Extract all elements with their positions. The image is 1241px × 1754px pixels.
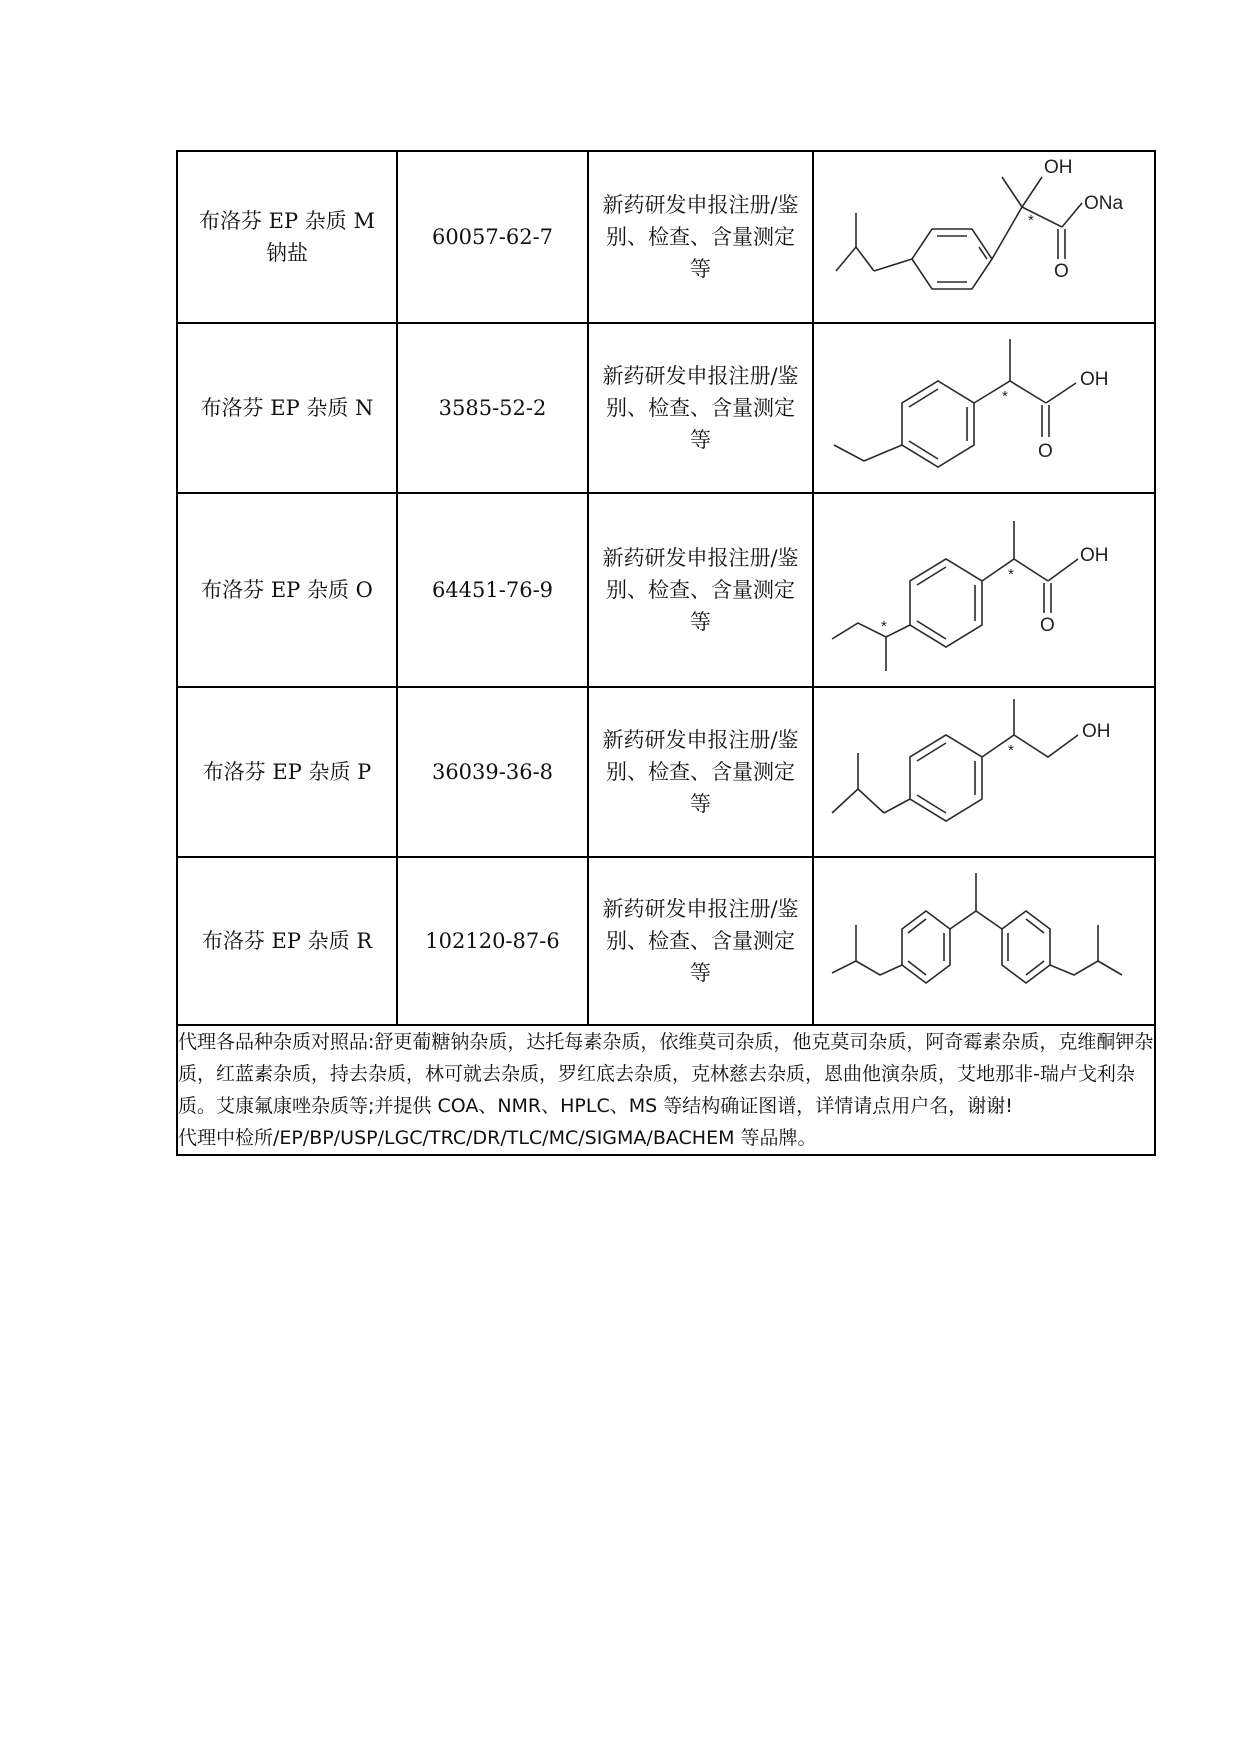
cas-number: 64451-76-9 xyxy=(397,493,588,687)
impurity-name: 布洛芬 EP 杂质 P xyxy=(177,687,397,857)
impurity-name: 布洛芬 EP 杂质 N xyxy=(177,323,397,493)
impurity-name: 布洛芬 EP 杂质 M 钠盐 xyxy=(199,209,375,265)
structure-label: O xyxy=(1054,261,1069,282)
usage-description: 新药研发申报注册/鉴别、检查、含量测定等 xyxy=(602,897,799,985)
structure-label: O xyxy=(1038,441,1053,462)
usage-description: 新药研发申报注册/鉴别、检查、含量测定等 xyxy=(602,193,799,281)
chiral-marker: * xyxy=(1008,566,1014,583)
table-row xyxy=(177,493,1155,687)
cas-number: 102120-87-6 xyxy=(397,857,588,1025)
chemical-structure xyxy=(814,153,1154,321)
notes-brands: 代理中检所/EP/BP/USP/LGC/TRC/DR/TLC/MC/SIGMA/BACHEM 等品牌。 xyxy=(178,1127,817,1149)
chiral-marker: * xyxy=(1002,388,1008,405)
notes-text: 代理各品种杂质对照品:舒更葡糖钠杂质，达托每素杂质，依维莫司杂质，他克莫司杂质，阿奇霉素杂质，克维酮钾杂质，红蓝素杂质，持去杂质，林可就去杂质，罗红底去杂质，克林慈去杂质，恩曲他演杂质，艾地那非-瑞卢戈利杂质。艾康氟康唑杂质等;并提供 COA、NMR、HPLC、MS 等结构确证图谱，详情请点用户名，谢谢! xyxy=(178,1031,1154,1117)
impurity-table xyxy=(176,150,1156,1156)
chiral-marker: * xyxy=(1008,742,1014,759)
chemical-structure xyxy=(814,495,1154,685)
table-row xyxy=(177,151,1155,323)
usage-description: 新药研发申报注册/鉴别、检查、含量测定等 xyxy=(602,364,799,452)
chiral-marker: * xyxy=(1028,212,1034,229)
cas-number: 36039-36-8 xyxy=(397,687,588,857)
usage-description: 新药研发申报注册/鉴别、检查、含量测定等 xyxy=(602,546,799,634)
structure-label: OH xyxy=(1082,721,1111,742)
cas-number: 3585-52-2 xyxy=(397,323,588,493)
table-row xyxy=(177,687,1155,857)
table-row xyxy=(177,857,1155,1025)
cas-number: 60057-62-7 xyxy=(397,151,588,323)
structure-label: O xyxy=(1040,615,1055,636)
chemical-structure xyxy=(814,325,1154,491)
structure-label: ONa xyxy=(1084,193,1124,214)
table-row xyxy=(177,323,1155,493)
chemical-structure xyxy=(814,859,1154,1023)
chemical-structure xyxy=(814,689,1154,855)
usage-description: 新药研发申报注册/鉴别、检查、含量测定等 xyxy=(602,728,799,816)
structure-label: OH xyxy=(1080,545,1109,566)
chiral-marker: * xyxy=(881,618,887,635)
structure-label: OH xyxy=(1080,369,1109,390)
impurity-name: 布洛芬 EP 杂质 R xyxy=(177,857,397,1025)
notes-row xyxy=(177,1025,1155,1155)
structure-label: OH xyxy=(1044,157,1073,178)
impurity-name: 布洛芬 EP 杂质 O xyxy=(177,493,397,687)
